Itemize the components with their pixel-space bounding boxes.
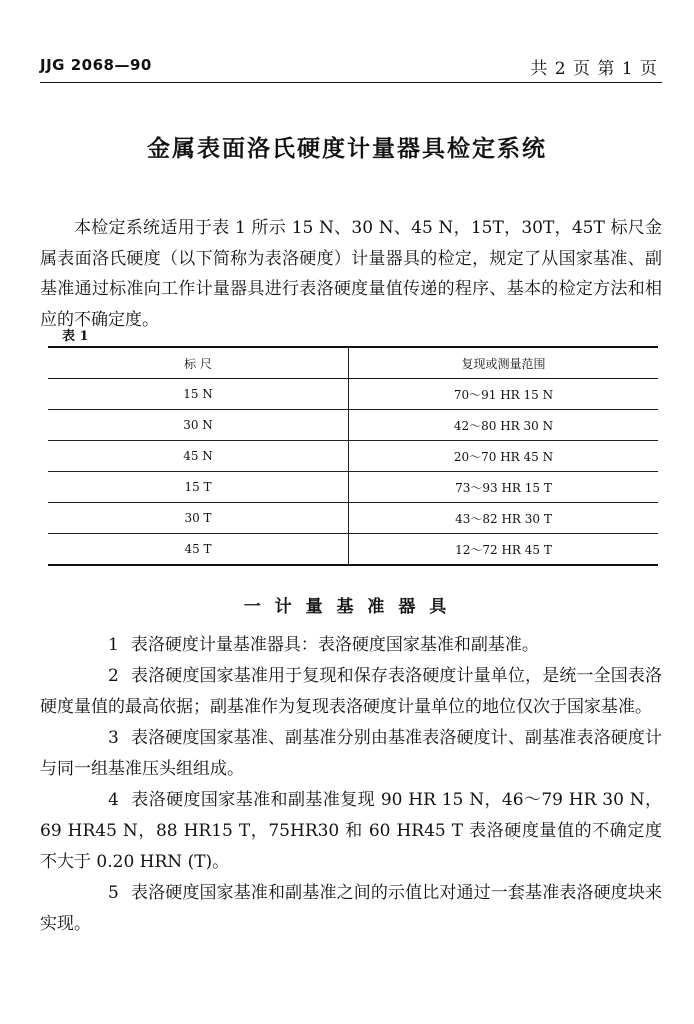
scale-cell: 45 N — [48, 441, 349, 472]
range-cell: 70～91 HR 15 N — [453, 387, 554, 402]
table-row — [48, 534, 658, 566]
clause-text: 表洛硬度国家基准、副基准分别由基准表洛硬度计、副基准表洛硬度计与同一组基准压头组组成。 — [40, 728, 662, 779]
clause-list — [40, 630, 662, 940]
clause-number: 1 — [108, 635, 119, 655]
page-number-info: 共 2 页 第 1 页 — [530, 59, 658, 79]
scale-cell: 30 N — [48, 410, 349, 441]
range-cell: 12～72 HR 45 T — [455, 542, 552, 557]
scale-range-table — [48, 346, 658, 566]
clause-text: 表洛硬度国家基准和副基准之间的示值比对通过一套基准表洛硬度块来实现。 — [40, 883, 662, 934]
scale-cell: 45 T — [48, 534, 349, 566]
table-row — [48, 472, 658, 503]
range-cell: 20～70 HR 45 N — [453, 449, 554, 464]
clause-item — [40, 878, 662, 940]
table-row — [48, 441, 658, 472]
clause-item — [40, 661, 662, 723]
scale-cell: 15 T — [48, 472, 349, 503]
clause-item — [40, 630, 662, 661]
column-header-range: 复现或测量范围 — [461, 356, 546, 371]
clause-item — [40, 723, 662, 785]
clause-number: 4 — [108, 790, 119, 810]
table-header-row — [48, 347, 658, 379]
clause-text: 表洛硬度国家基准和副基准复现 90 HR 15 N，46～79 HR 30 N，69 HR45 N，88 HR15 T，75HR30 和 60 HR45 T 表洛硬度量值的不确定度不大于 0.20 HRN (T)。 — [40, 790, 662, 872]
scale-cell: 30 T — [48, 503, 349, 534]
table-row — [48, 503, 658, 534]
clause-number: 5 — [108, 883, 119, 903]
range-cell: 43～82 HR 30 T — [455, 511, 552, 526]
clause-text: 表洛硬度国家基准用于复现和保存表洛硬度计量单位，是统一全国表洛硬度量值的最高依据；副基准作为复现表洛硬度计量单位的地位仅次于国家基准。 — [40, 666, 662, 717]
document-title: 金属表面洛氏硬度计量器具检定系统 — [147, 136, 547, 162]
table-row — [48, 379, 658, 410]
scale-cell: 15 N — [48, 379, 349, 410]
page-header — [40, 52, 662, 83]
intro-paragraph: 本检定系统适用于表 1 所示 15 N、30 N、45 N，15T，30T，45T 标尺金属表面洛氏硬度（以下简称为表洛硬度）计量器具的检定，规定了从国家基准、副基准通过标准向工作计量器具进行表洛硬度量值传递的程序、基本的检定方法和相应的不确定度。 — [40, 218, 662, 330]
clause-text: 表洛硬度计量基准器具：表洛硬度国家基准和副基准。 — [130, 635, 539, 655]
column-header-scale: 标 尺 — [48, 347, 349, 379]
document-code: JJG 2068—90 — [40, 56, 152, 74]
clause-item — [40, 785, 662, 878]
section-heading: 一 计 量 基 准 器 具 — [243, 597, 451, 617]
table-row — [48, 410, 658, 441]
clause-number: 2 — [108, 666, 119, 686]
clause-number: 3 — [108, 728, 119, 748]
table-label: 表 1 — [62, 329, 89, 344]
range-cell: 73～93 HR 15 T — [455, 480, 552, 495]
range-cell: 42～80 HR 30 N — [453, 418, 554, 433]
